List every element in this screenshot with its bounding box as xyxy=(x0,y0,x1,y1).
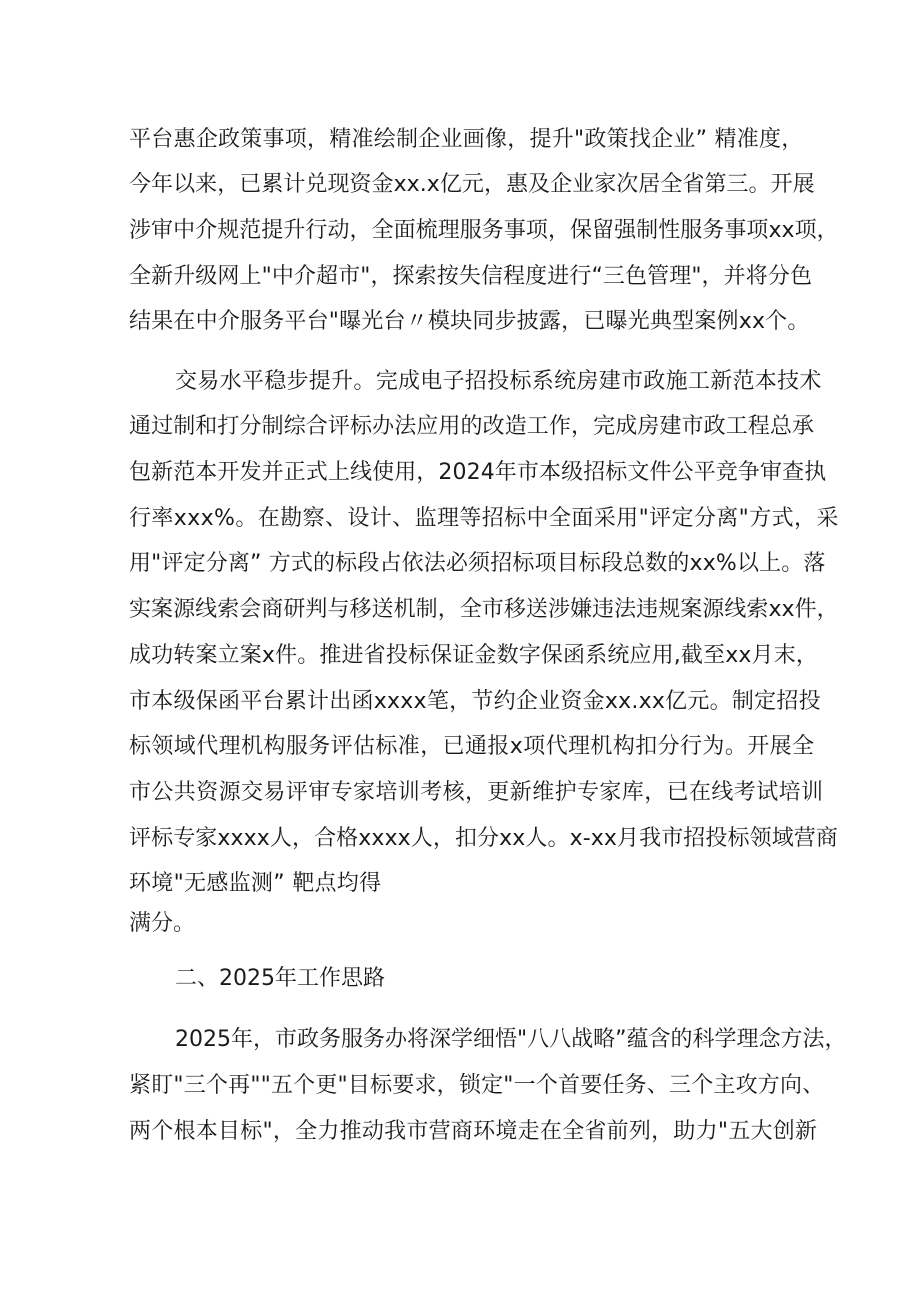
text-line: 成功转案立案x件。推进省投标保证金数字保函系统应用,截至xx月末， xyxy=(129,643,819,668)
text-line: 用"评定分离” 方式的标段占依法必须招标项目标段总数的xx%以上。落 xyxy=(129,551,826,576)
text-line: 今年以来，已累计兑现资金xx.x亿元，惠及企业家次居全省第三。开展 xyxy=(129,172,815,197)
text-line: 评标专家xxxx人，合格xxxx人，扣分xx人。x-xx月我市招投标领域营商 xyxy=(129,826,838,851)
text-line: 满分。 xyxy=(129,911,196,936)
text-line: 标领域代理机构服务评估标准，已通报x项代理机构扣分行为。开展全 xyxy=(129,734,815,759)
text-line: 包新范本开发并正式上线使用，2024年市本级招标文件公平竞争审查执 xyxy=(129,460,827,485)
text-line: 环境"无感监测” 靶点均得 xyxy=(129,871,382,896)
text-line: 行率xxx%。在勘察、设计、监理等招标中全面采用"评定分离"方式，采 xyxy=(129,506,839,531)
section-heading: 二、2025年工作思路 xyxy=(175,966,385,991)
text-line: 市公共资源交易评审专家培训考核，更新维护专家库，已在线考试培训 xyxy=(129,780,824,805)
paragraph-first-line: 交易水平稳步提升。完成电子招投标系统房建市政施工新范本技术 xyxy=(175,369,822,394)
text-line: 结果在中介服务平台"曝光台〃模块同步披露，已曝光典型案例xx个。 xyxy=(129,309,810,334)
text-line: 市本级保函平台累计出函xxxx笔，节约企业资金xx.xx亿元。制定招投 xyxy=(129,689,821,714)
text-line: 全新升级网上"中介超市"，探索按失信程度进行“三色管理"，并将分色 xyxy=(129,264,813,289)
text-line: 实案源线索会商研判与移送机制，全市移送涉嫌违法违规案源线索xx件， xyxy=(129,597,839,622)
text-line: 通过制和打分制综合评标办法应用的改造工作，完成房建市政工程总承 xyxy=(129,414,815,439)
paragraph-first-line: 2025年，市政务服务办将深学细悟"八八战略”蕴含的科学理念方法， xyxy=(175,1027,847,1052)
text-line: 两个根本目标"，全力推动我市营商环境走在全省前列，助力"五大创新 xyxy=(129,1119,818,1144)
text-line: 紧盯"三个再""五个更"目标要求，锁定"一个首要任务、三个主攻方向、 xyxy=(129,1073,825,1098)
text-line: 涉审中介规范提升行动，全面梳理服务事项，保留强制性服务事项xx项， xyxy=(129,218,839,243)
text-line: 平台惠企政策事项，精准绘制企业画像，提升"政策找企业” 精准度， xyxy=(129,127,804,152)
